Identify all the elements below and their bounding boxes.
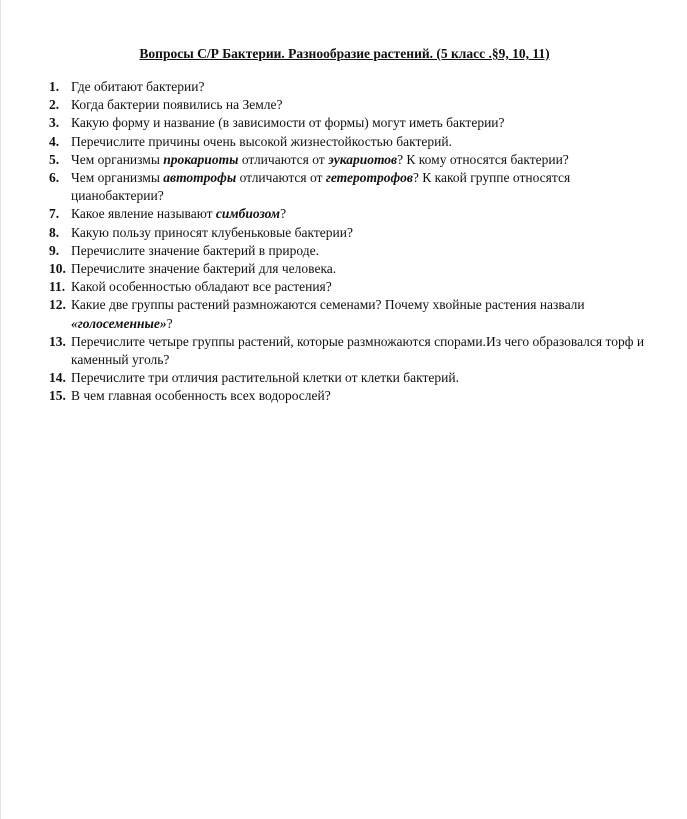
question-text-segment: ? — [280, 206, 287, 222]
question-number: 5. — [49, 151, 60, 167]
question-text — [71, 79, 204, 94]
question-number: 4. — [49, 133, 60, 149]
question-item — [49, 296, 659, 332]
question-text — [71, 261, 336, 276]
question-item — [49, 78, 659, 96]
question-item — [49, 114, 659, 132]
emphasized-term: гетеротрофов — [325, 170, 413, 186]
question-text — [71, 334, 644, 367]
question-text-segment: В чем главная особенность всех водорослей? — [71, 388, 331, 404]
question-text — [71, 134, 452, 149]
question-text-segment: Какую форму и название (в зависимости от формы) могут иметь бактерии? — [71, 115, 505, 131]
question-text-segment: Перечислите причины очень высокой жизнестойкостью бактерий. — [71, 133, 452, 149]
question-text-segment: ? — [166, 315, 173, 331]
question-text-segment: Перечислите четыре группы растений, которые размножаются спорами.Из чего образовался торф и каменный уголь? — [71, 333, 645, 368]
question-text-segment: Какое явление называют — [71, 206, 216, 222]
question-text-segment: отличаются от — [236, 170, 326, 186]
question-item — [49, 133, 659, 151]
question-text — [71, 243, 319, 258]
question-item — [49, 169, 659, 205]
emphasized-term: симбиозом — [215, 206, 281, 222]
question-text-segment: Перечислите три отличия растительной клетки от клетки бактерий. — [71, 370, 459, 386]
question-number: 7. — [49, 206, 60, 222]
question-text-segment: Какой особенностью обладают все растения? — [71, 279, 332, 295]
question-text — [71, 115, 505, 130]
question-number: 3. — [49, 115, 60, 131]
question-number: 14. — [49, 370, 66, 386]
question-text — [71, 370, 459, 385]
question-text-segment: Какие две группы растений размножаются семенами? Почему хвойные растения назвали — [71, 297, 585, 313]
question-text-segment: Перечислите значение бактерий для человека. — [71, 261, 337, 277]
question-number: 10. — [49, 261, 66, 277]
question-item — [49, 205, 659, 223]
question-text — [71, 225, 353, 240]
question-text — [71, 170, 570, 203]
emphasized-term: эукариотов — [328, 151, 398, 167]
question-number: 9. — [49, 242, 60, 258]
question-text-segment: ? К какой группе относятся цианобактерии? — [71, 170, 571, 204]
question-text — [71, 206, 286, 221]
question-number: 12. — [49, 297, 66, 313]
question-text — [71, 388, 331, 403]
question-text-segment: Чем организмы — [71, 151, 164, 167]
question-item — [49, 369, 659, 387]
question-number: 15. — [49, 388, 66, 404]
question-number: 13. — [49, 333, 66, 349]
question-item — [49, 387, 659, 405]
question-item — [49, 333, 659, 369]
question-number: 6. — [49, 170, 60, 186]
question-item — [49, 242, 659, 260]
emphasized-term: «голосеменные» — [71, 315, 167, 331]
question-text-segment: ? К кому относятся бактерии? — [397, 151, 569, 167]
question-number: 11. — [49, 279, 66, 295]
question-number: 1. — [49, 79, 60, 94]
emphasized-term: прокариоты — [163, 151, 239, 167]
question-text-segment: Где обитают бактерии? — [71, 79, 205, 94]
question-list — [49, 78, 659, 406]
page-title: Вопросы С/Р Бактерии. Разнообразие растений. (5 класс .§9, 10, 11) — [139, 46, 550, 61]
question-item — [49, 96, 659, 114]
question-text — [71, 152, 569, 167]
question-item — [49, 224, 659, 242]
question-text-segment: Какую пользу приносят клубеньковые бактерии? — [71, 224, 353, 240]
emphasized-term: автотрофы — [163, 170, 237, 186]
question-text — [71, 297, 585, 330]
question-text-segment: Чем организмы — [71, 170, 164, 186]
question-item — [49, 151, 659, 169]
question-item — [49, 278, 659, 296]
question-text-segment: Когда бактерии появились на Земле? — [71, 97, 283, 113]
question-text-segment: Перечислите значение бактерий в природе. — [71, 242, 319, 258]
question-number: 8. — [49, 224, 60, 240]
question-item — [49, 260, 659, 278]
question-text — [71, 279, 332, 294]
question-text — [71, 97, 283, 112]
question-text-segment: отличаются от — [238, 151, 329, 167]
question-number: 2. — [49, 97, 60, 113]
